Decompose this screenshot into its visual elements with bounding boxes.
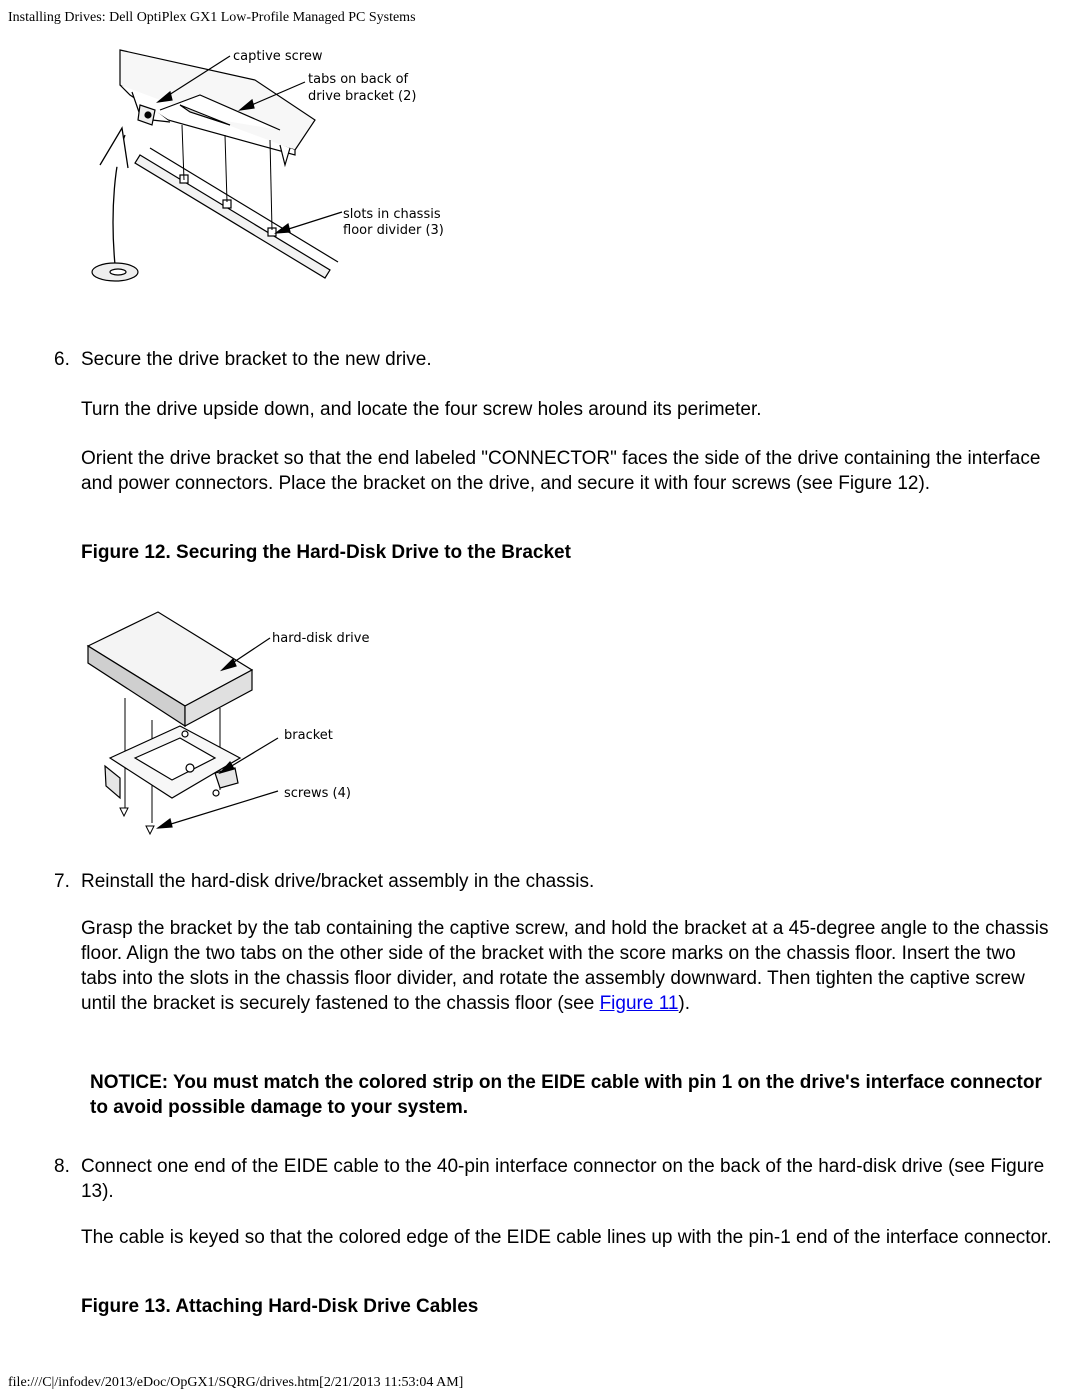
screw-icons (120, 808, 154, 834)
drive-bracket (120, 50, 315, 165)
step-6-paragraph-1: Turn the drive upside down, and locate the four screw holes around its perimeter. (81, 399, 762, 420)
notice-text: NOTICE: You must match the colored strip on the EIDE cable with pin 1 on the drive's interface connector to avoid possible damage to your system. (90, 1072, 1042, 1118)
figure-11-link[interactable]: Figure 11 (599, 993, 679, 1014)
step-7 (54, 869, 594, 894)
step-number: 8. (54, 1156, 70, 1177)
step-title: Reinstall the hard-disk drive/bracket assembly in the chassis. (81, 871, 595, 892)
see-prefix: (see (557, 993, 600, 1014)
callout-screws: screws (4) (284, 786, 351, 801)
step-6-paragraph-2: Orient the drive bracket so that the end labeled "CONNECTOR" faces the side of the drive containing the interface and power connectors. Place the bracket on the drive, and secure it with four screws (see Figure 12). (81, 448, 1041, 494)
page-footer: file:///C|/infodev/2013/eDoc/OpGX1/SQRG/drives.htm[2/21/2013 11:53:04 AM] (8, 1375, 464, 1390)
step-title: Connect one end of the EIDE cable to the 40-pin interface connector on the back of the hard-disk drive (see Figure 13). (80, 1156, 1045, 1202)
screwdriver-icon (92, 263, 138, 281)
step-number: 6. (54, 349, 70, 370)
see-suffix: ). (678, 993, 691, 1014)
rotation-arrow (100, 128, 128, 265)
step-number: 7. (54, 871, 70, 892)
callout-hard-disk-drive: hard-disk drive (272, 631, 370, 646)
step-8-paragraph-1: The cable is keyed so that the colored edge of the EIDE cable lines up with the pin-1 end of the interface connector. (81, 1227, 1052, 1248)
figure-12-caption: Figure 12. Securing the Hard-Disk Drive to the Bracket (81, 542, 571, 563)
step-6 (54, 347, 432, 372)
callout-slots-line2: floor divider (3) (343, 223, 444, 238)
page-header: Installing Drives: Dell OptiPlex GX1 Low-Profile Managed PC Systems (8, 10, 416, 25)
step-7-paragraph-1 (81, 916, 1056, 1016)
callout-tabs-line1: tabs on back of (308, 72, 409, 87)
figure-12-illustration (80, 608, 380, 840)
step-8 (54, 1154, 1054, 1204)
callout-tabs-line2: drive bracket (2) (308, 89, 417, 104)
figure-11-illustration (80, 40, 460, 300)
callout-slots-line1: slots in chassis (343, 207, 441, 222)
step-title: Secure the drive bracket to the new drive. (81, 349, 432, 370)
callout-bracket: bracket (284, 728, 333, 743)
chassis-floor-divider (135, 148, 338, 278)
callout-captive-screw: captive screw (233, 49, 323, 64)
step-7-text: Grasp the bracket by the tab containing the captive screw, and hold the bracket at a 45-degree angle to the chassis floor. Align the two tabs on the other side of the bracket with the score marks on the chassis floor. Insert the two tabs into the slots in the chassis floor divider, and rotate the assembly downward. Then tighten the captive screw until the bracket is securely fastened to the chassis floor (81, 918, 1049, 1014)
figure-13-caption: Figure 13. Attaching Hard-Disk Drive Cables (81, 1296, 479, 1317)
